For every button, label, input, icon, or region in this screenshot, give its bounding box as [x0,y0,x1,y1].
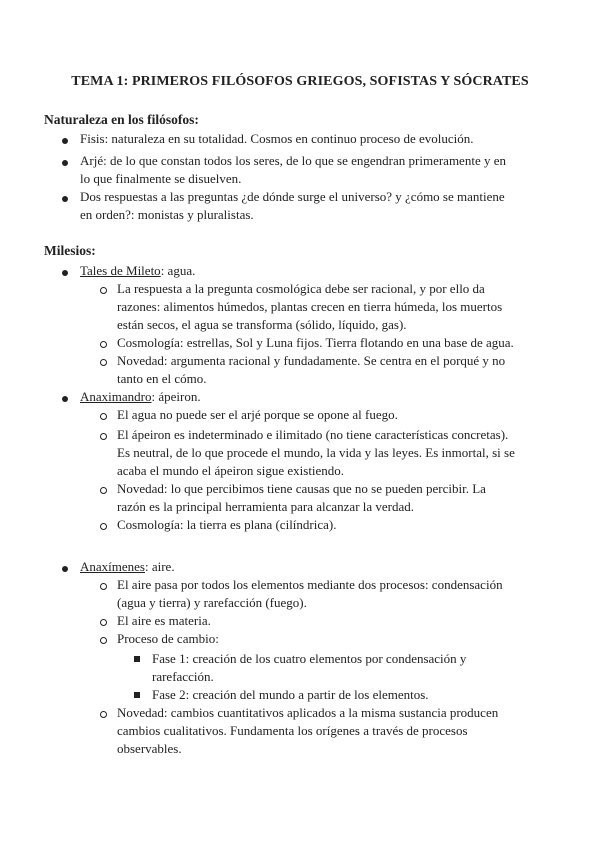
list-item-line: Fase 1: creación de los cuatro elementos por condensación y [152,651,467,666]
list-item-line: Novedad: lo que percibimos tiene causas que no se pueden percibir. La [117,481,486,496]
philosopher-arje: : ápeiron. [151,389,201,404]
philosopher-name: Tales de Mileto [80,263,161,278]
bullet-dot [62,566,68,572]
list-item-line: La respuesta a la pregunta cosmológica debe ser racional, y por ello da [117,281,485,296]
list-item-line: Dos respuestas a las preguntas ¿de dónde surge el universo? y ¿cómo se mantiene [80,189,505,204]
philosopher-anaximandro [80,388,201,406]
list-item-line: (agua y tierra) y rarefacción (fuego). [117,595,307,610]
bullet-circle [100,287,107,294]
bullet-circle [100,523,107,530]
list-item-line: Cosmología: la tierra es plana (cilíndrica). [117,517,337,532]
list-item-line: El ápeiron es indeterminado e ilimitado (no tiene características concretas). [117,427,509,442]
list-item-line: lo que finalmente se disuelven. [80,171,242,186]
list-item-line: Novedad: argumenta racional y fundadamente. Se centra en el porqué y no [117,353,506,368]
list-item-line: Fase 2: creación del mundo a partir de los elementos. [152,687,429,702]
list-item-line: están secos, el agua se transforma (sólido, líquido, gas). [117,317,407,332]
bullet-dot [62,196,68,202]
bullet-circle [100,583,107,590]
list-item-line: Fisis: naturaleza en su totalidad. Cosmos en continuo proceso de evolución. [80,131,474,146]
bullet-circle [100,433,107,440]
section-heading-naturaleza: Naturaleza en los filósofos: [44,112,199,127]
list-item-line: en orden?: monistas y pluralistas. [80,207,254,222]
philosopher-arje: : agua. [160,263,196,278]
bullet-dot [62,270,68,276]
section-heading-milesios: Milesios: [44,243,96,258]
list-item-line: cambios cualitativos. Fundamenta los orígenes a través de procesos [117,723,468,738]
list-item-line: observables. [117,741,182,756]
bullet-dot [62,138,68,144]
list-item-line: Novedad: cambios cuantitativos aplicados a la misma sustancia producen [117,705,499,720]
list-item-line: razones: alimentos húmedos, plantas crecen en tierra húmeda, los muertos [117,299,503,314]
list-item-line: tanto en el cómo. [117,371,207,386]
bullet-circle [100,341,107,348]
bullet-dot [62,396,68,402]
bullet-square [134,656,140,662]
bullet-dot [62,160,68,166]
philosopher-arje: : aire. [144,559,175,574]
philosopher-tales [80,262,195,280]
list-item-line: El aire pasa por todos los elementos mediante dos procesos: condensación [117,577,503,592]
bullet-square [134,692,140,698]
list-item-line: El aire es materia. [117,613,211,628]
philosopher-anaximenes [80,558,175,576]
bullet-circle [100,413,107,420]
list-item-line: Es neutral, de lo que procede el mundo, la vida y las leyes. Es inmortal, si se [117,445,515,460]
list-item-line: razón es la principal herramienta para alcanzar la verdad. [117,499,415,514]
list-item-line: acaba el mundo el ápeiron sigue existiendo. [117,463,345,478]
bullet-circle [100,619,107,626]
bullet-circle [100,359,107,366]
list-item-line: Arjé: de lo que constan todos los seres, de lo que se engendran primeramente y en [80,153,506,168]
bullet-circle [100,711,107,718]
list-item-line: Cosmología: estrellas, Sol y Luna fijos. Tierra flotando en una base de agua. [117,335,514,350]
bullet-circle [100,637,107,644]
list-item-line: Proceso de cambio: [117,631,219,646]
list-item-line: rarefacción. [152,669,214,684]
philosopher-name: Anaximandro [80,389,152,404]
philosopher-name: Anaxímenes [80,559,145,574]
bullet-circle [100,487,107,494]
list-item-line: El agua no puede ser el arjé porque se opone al fuego. [117,407,398,422]
page-title: TEMA 1: PRIMEROS FILÓSOFOS GRIEGOS, SOFISTAS Y SÓCRATES [71,74,529,89]
